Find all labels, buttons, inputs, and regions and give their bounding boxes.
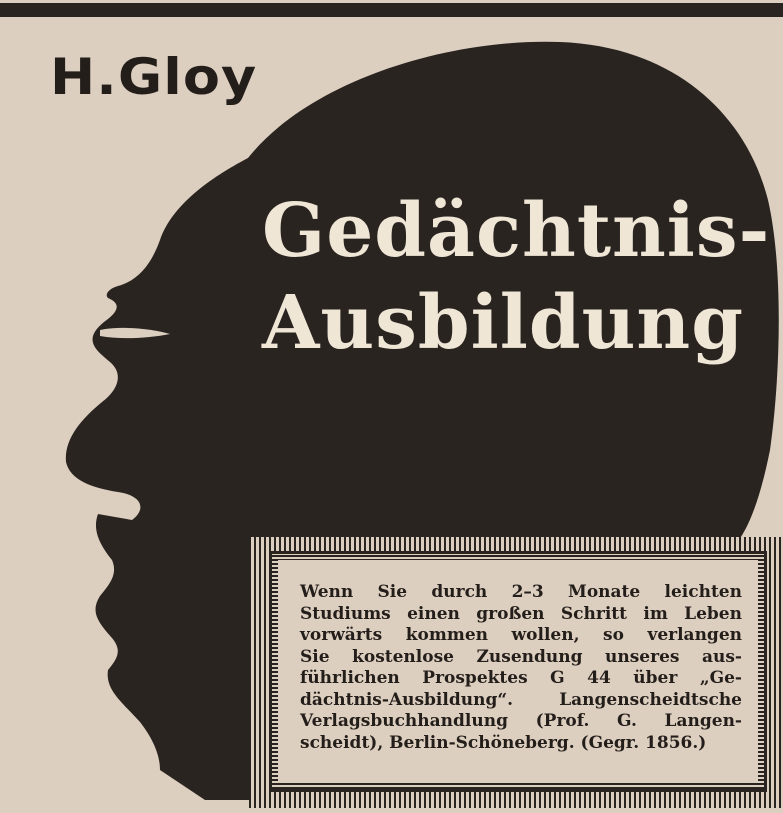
body-line: führlichen Prospektes G 44 über „Ge- [300,668,742,688]
body-line: Studiums einen großen Schritt im Leben [300,603,742,624]
text-box-ornamental-border [249,537,783,808]
body-line: dächtnis-Ausbildung“. Langenscheidtsche [300,689,742,710]
text-box-frame [269,551,767,792]
headline-line-2: Ausbildung [262,280,744,366]
ad-body-text [278,560,758,783]
headline-line-1: Gedächtnis- [262,188,771,274]
body-line: Wenn Sie durch 2–3 Monate leichten [300,582,742,602]
body-line: Verlagsbuchhandlung (Prof. G. Langen- [300,711,742,731]
body-line: Sie kostenlose Zusendung unseres aus- [300,646,742,667]
headline [262,185,782,369]
body-line: scheidt), Berlin-Schöneberg. (Gegr. 1856.) [300,732,707,753]
body-line: vorwärts kommen wollen, so verlangen [300,625,742,645]
author-name: H.Gloy [50,48,258,106]
text-box-hatched-border [272,554,764,789]
